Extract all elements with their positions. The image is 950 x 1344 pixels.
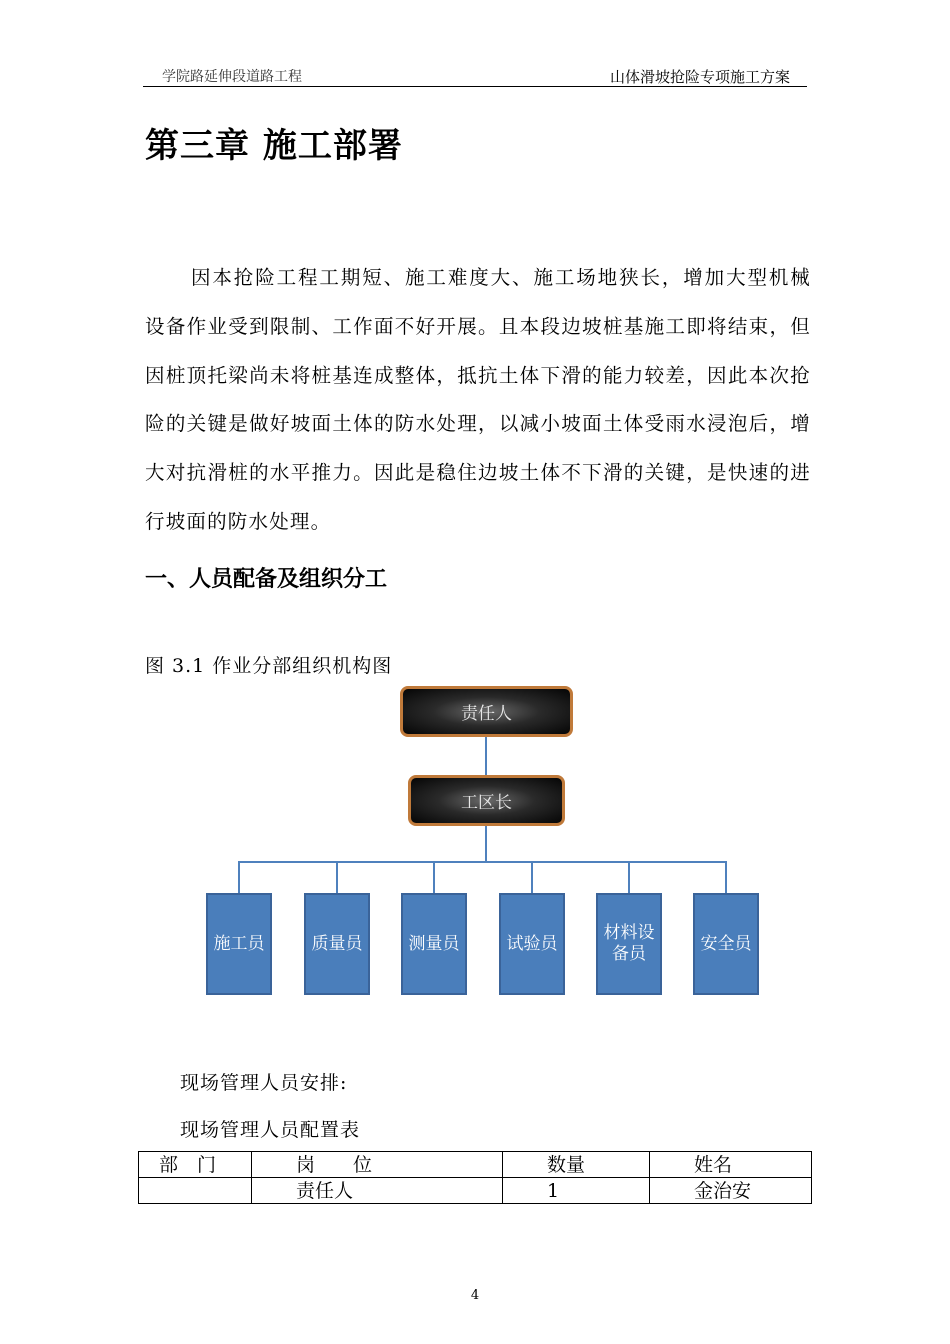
staffing-intro: 现场管理人员安排: bbox=[180, 1072, 348, 1094]
table-cell: 1 bbox=[503, 1178, 650, 1204]
table-header-cell: 数量 bbox=[503, 1152, 650, 1178]
table-header-cell: 岗 位 bbox=[252, 1152, 503, 1178]
table-header-cell: 部 门 bbox=[139, 1152, 252, 1178]
connector-drop bbox=[336, 861, 338, 893]
org-box-role: 安全员 bbox=[693, 893, 759, 995]
connector-drop bbox=[725, 861, 727, 893]
figure-caption: 图 3.1 作业分部组织机构图 bbox=[145, 655, 393, 677]
table-header-cell: 姓名 bbox=[650, 1152, 812, 1178]
body-paragraph: 因本抢险工程工期短、施工难度大、施工场地狭长，增加大型机械设备作业受到限制、工作面不好开展。且本段边坡桩基施工即将结束，但因桩顶托梁尚未将桩基连成整体，抵抗土体下滑的能力较差，因此本次抢险的关键是做好坡面土体的防水处理，以减小坡面土体受雨水浸泡后，增大对抗滑桩的水平推力。因此是稳住边坡土体不下滑的关键，是快速的进行坡面的防水处理。 bbox=[145, 266, 811, 533]
table-row bbox=[139, 1178, 812, 1204]
page-header-left: 学院路延伸段道路工程 bbox=[162, 69, 302, 85]
connector-drop bbox=[238, 861, 240, 893]
org-box-role: 施工员 bbox=[206, 893, 272, 995]
table-title: 现场管理人员配置表 bbox=[180, 1119, 361, 1141]
org-box-role: 试验员 bbox=[499, 893, 565, 995]
connector-drop bbox=[531, 861, 533, 893]
org-box-role: 质量员 bbox=[304, 893, 370, 995]
page-number: 4 bbox=[470, 1288, 480, 1303]
table-cell: 责任人 bbox=[252, 1178, 503, 1204]
connector-top bbox=[485, 737, 487, 775]
table-cell bbox=[139, 1178, 252, 1204]
table-cell: 金治安 bbox=[650, 1178, 812, 1204]
org-box-role: 材料设备员 bbox=[596, 893, 662, 995]
org-box-responsible-person: 责任人 bbox=[400, 686, 573, 737]
chapter-title: 第三章 施工部署 bbox=[145, 126, 403, 166]
connector-drop bbox=[433, 861, 435, 893]
connector-drop bbox=[628, 861, 630, 893]
section-title: 一、人员配备及组织分工 bbox=[145, 567, 388, 592]
org-box-area-chief: 工区长 bbox=[408, 775, 565, 826]
table-header-row bbox=[139, 1152, 812, 1178]
header-divider bbox=[143, 86, 807, 87]
page-header-right: 山体滑坡抢险专项施工方案 bbox=[609, 68, 790, 86]
staff-table bbox=[138, 1151, 812, 1204]
connector-horizontal bbox=[238, 861, 727, 863]
org-box-role: 测量员 bbox=[401, 893, 467, 995]
connector-mid bbox=[485, 826, 487, 862]
